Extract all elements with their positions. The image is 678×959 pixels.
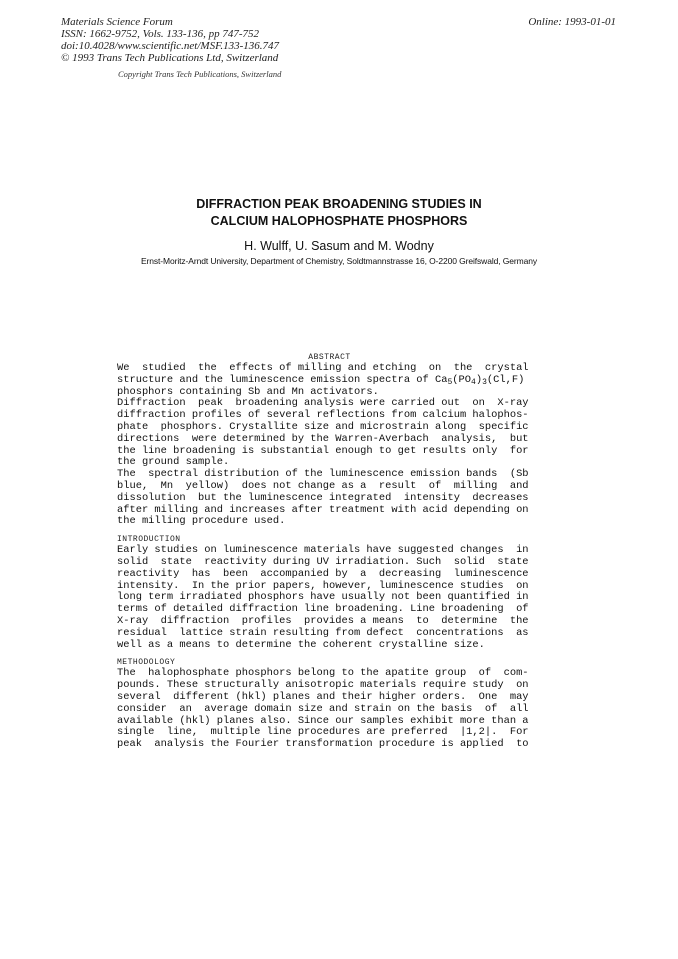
method-line: pounds. These structurally anisotropic materials require study on bbox=[117, 679, 529, 692]
authors: H. Wulff, U. Sasum and M. Wodny bbox=[244, 239, 434, 253]
method-line: single line, multiple line procedures are preferred |1,2|. For bbox=[117, 726, 529, 739]
abstract-line: the milling procedure used. bbox=[117, 515, 286, 528]
abstract-line: diffraction profiles of several reflections from calcium halophos- bbox=[117, 409, 529, 422]
intro-line: long term irradiated phosphors have usually not been quantified in bbox=[117, 591, 529, 604]
abstract-line: phate phosphors. Crystallite size and microstrain along specific bbox=[117, 420, 529, 433]
method-line: several different (hkl) planes and their higher orders. One may bbox=[117, 690, 529, 703]
abstract-line: The spectral distribution of the luminescence emission bands (Sb bbox=[117, 468, 529, 481]
abstract-heading: ABSTRACT bbox=[308, 353, 351, 362]
abstract-line: after milling and increases after treatment with acid depending on bbox=[117, 503, 529, 516]
method-line: peak analysis the Fourier transformation procedure is applied to bbox=[117, 738, 529, 751]
journal-name: Materials Science Forum bbox=[61, 16, 173, 28]
intro-line: solid state reactivity during UV irradiation. Such solid state bbox=[117, 555, 529, 568]
introduction-heading: INTRODUCTION bbox=[117, 535, 181, 545]
abstract-line: the ground sample. bbox=[117, 456, 230, 469]
intro-line: intensity. In the prior papers, however, luminescence studies on bbox=[117, 579, 529, 592]
issn-line: ISSN: 1662-9752, Vols. 133-136, pp 747-752 bbox=[61, 28, 259, 40]
abstract-line: directions were determined by the Warren-Averbach analysis, but bbox=[117, 432, 529, 445]
method-line: consider an average domain size and strain on the basis of all bbox=[117, 702, 529, 715]
abstract-line: blue, Mn yellow) does not change as a result of milling and bbox=[117, 479, 529, 492]
intro-line: reactivity has been accompanied by a decreasing luminescence bbox=[117, 567, 529, 580]
intro-line: well as a means to determine the coherent crystalline size. bbox=[117, 638, 485, 651]
method-line: available (hkl) planes also. Since our samples exhibit more than a bbox=[117, 714, 529, 727]
publication-metadata bbox=[61, 16, 279, 64]
title-line-2: CALCIUM HALOPHOSPHATE PHOSPHORS bbox=[210, 214, 468, 228]
abstract-line: phosphors containing Sb and Mn activators. bbox=[117, 385, 379, 398]
abstract-line-formula: structure and the luminescence emission spectra of $Ca_5(PO_4)_3(Cl,F)$ bbox=[117, 373, 525, 387]
paper-title bbox=[0, 196, 678, 230]
abstract-line: Diffraction peak broadening analysis were carried out on X-ray bbox=[117, 397, 529, 410]
doi-line: doi:10.4028/www.scientific.net/MSF.133-136.747 bbox=[61, 40, 280, 52]
online-date: Online: 1993-01-01 bbox=[528, 16, 616, 28]
publisher-copyright: Copyright Trans Tech Publications, Switzerland bbox=[118, 69, 282, 79]
intro-line: Early studies on luminescence materials have suggested changes in bbox=[117, 544, 529, 557]
intro-line: residual lattice strain resulting from defect concentrations as bbox=[117, 626, 529, 639]
intro-line: X-ray diffraction profiles provides a means to determine the bbox=[117, 614, 529, 627]
title-line-1: DIFFRACTION PEAK BROADENING STUDIES IN bbox=[196, 197, 482, 211]
abstract-line: dissolution but the luminescence integrated intensity decreases bbox=[117, 491, 529, 504]
methodology-heading: METHODOLOGY bbox=[117, 658, 176, 668]
paper-body bbox=[117, 352, 542, 751]
copyright-line: © 1993 Trans Tech Publications Ltd, Switzerland bbox=[61, 52, 279, 64]
abstract-line: We studied the effects of milling and etching on the crystal bbox=[117, 362, 529, 374]
method-line: The halophosphate phosphors belong to the apatite group of com- bbox=[117, 667, 529, 680]
abstract-line: the line broadening is substantial enough to get results only for bbox=[117, 444, 529, 457]
intro-line: terms of detailed diffraction line broadening. Line broadening of bbox=[117, 603, 529, 616]
affiliation: Ernst-Moritz-Arndt University, Department of Chemistry, Soldtmannstrasse 16, O-2200 Greifswald, Germany bbox=[140, 256, 538, 266]
